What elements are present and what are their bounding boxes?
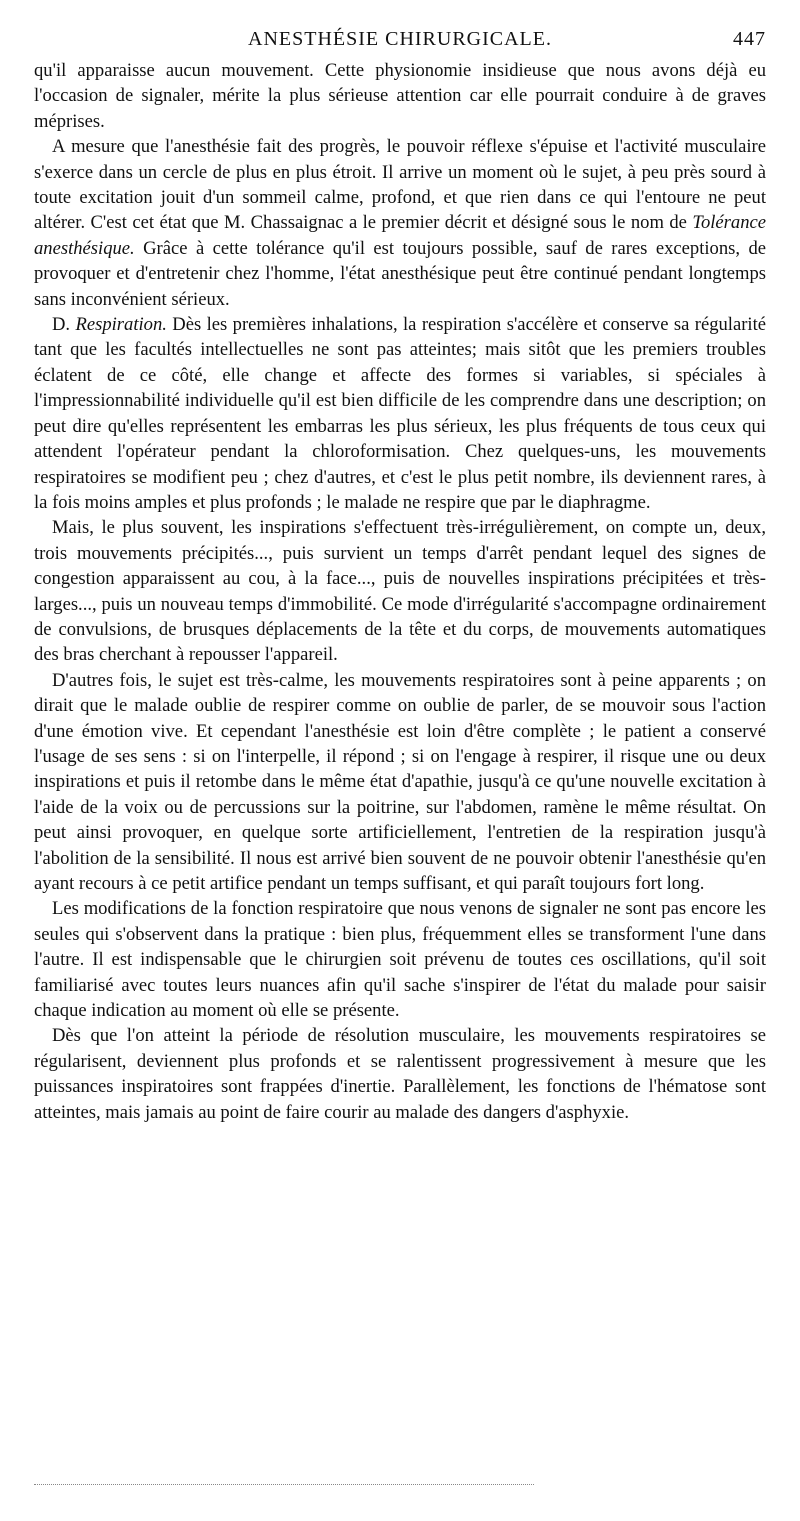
paragraph-3 bbox=[34, 312, 766, 515]
paragraph-5 bbox=[34, 668, 766, 897]
paragraph-7 bbox=[34, 1023, 766, 1125]
paragraph-2-text-after: Grâce à cette tolérance qu'il est toujours possible, sauf de rares exceptions, de provoquer et d'entretenir chez l'homme, l'état anesthésique peut être continué pendant longtemps sans inconvénient sérieux. bbox=[34, 237, 766, 310]
page-header bbox=[34, 28, 766, 58]
footer-rule bbox=[34, 1484, 534, 1485]
paragraph-2-emphasis: Tolérance anesthésique. bbox=[34, 212, 766, 259]
paragraph-4 bbox=[34, 515, 766, 667]
page-number: 447 bbox=[733, 28, 766, 50]
paragraph-1 bbox=[34, 58, 766, 134]
paragraph-5-text: D'autres fois, le sujet est très-calme, les mouvements respiratoires sont à peine apparents ; on dirait que le malade oublie de respirer comme on oublie de parler, de se mouvoir sous l'action d'une émotion vive. Et cependant l'anesthésie est loin d'être complète ; le patient a conservé l'usage de ses sens : si on l'interpelle, il répond ; si on l'engage à respirer, il risque une ou deux inspirations et puis il retombe dans le même état d'apathie, jusqu'à ce qu'une nouvelle excitation à l'aide de la voix ou de percussions sur la poitrine, sur l'abdomen, ramène le même résultat. On peut ainsi provoquer, en quelque sorte artificiellement, l'entretien de la respiration jusqu'à l'abolition de la sensibilité. Il nous est arrivé bien souvent de ne pouvoir obtenir l'anesthésie qu'en ayant recours à ce petit artifice pendant un temps suffisant, et qui paraît toujours fort long. bbox=[34, 669, 766, 894]
paragraph-3-lead: D. bbox=[52, 314, 76, 336]
paragraph-2-text-before: A mesure que l'anesthésie fait des progrès, le pouvoir réflexe s'épuise et l'activité musculaire s'exerce dans un cercle de plus en plus étroit. Il arrive un moment où le sujet, à peu près sourd à toute excitation jouit d'un sommeil calme, profond, et que rien dans ce qui l'entoure ne peut altérer. C'est cet état que M. Chassaignac a le premier décrit et désigné sous le nom de bbox=[34, 136, 766, 234]
paragraph-6 bbox=[34, 896, 766, 1023]
paragraph-7-text: Dès que l'on atteint la période de résolution musculaire, les mouvements respiratoires se régularisent, deviennent plus profonds et se ralentissent progressivement à mesure que les puissances inspiratoires sont frappées d'inertie. Parallèlement, les fonctions de l'hématose sont atteintes, mais jamais au point de faire courir au malade des dangers d'asphyxie. bbox=[34, 1025, 766, 1123]
paragraph-3-text-after: Dès les premières inhalations, la respiration s'accélère et conserve sa régularité tant que les facultés intellectuelles ne sont pas atteintes; mais sitôt que les premiers troubles éclatent de ce côté, elle change et affecte des formes si variables, si spéciales à l'impressionnabilité individuelle qu'il est bien difficile de les comprendre dans une description; on peut dire qu'elles représentent les embarras les plus sérieux, les plus fréquents de tous ceux qui attendent l'opérateur pendant la chloroformisation. Chez quelques-uns, les mouvements respiratoires se modifient peu ; chez d'autres, et c'est le plus petit nombre, ils deviennent rares, à la fois moins amples et plus profonds ; le malade ne respire que par le diaphragme. bbox=[34, 314, 766, 513]
paragraph-2 bbox=[34, 134, 766, 312]
book-page bbox=[34, 28, 766, 1125]
paragraph-6-text: Les modifications de la fonction respiratoire que nous venons de signaler ne sont pas encore les seules qui s'observent dans la pratique : bien plus, fréquemment elles se transforment l'une dans l'autre. Il est indispensable que le chirurgien soit prévenu de toutes ces oscillations, qu'il soit familiarisé avec toutes leurs nuances afin qu'il sache s'inspirer de l'état du malade pour saisir chaque indication au moment où elle se présente. bbox=[34, 898, 766, 1022]
paragraph-3-emphasis: Respiration. bbox=[75, 314, 167, 336]
paragraph-1-text: qu'il apparaisse aucun mouvement. Cette physionomie insidieuse que nous avons déjà eu l'occasion de signaler, mérite la plus sérieuse attention car elle pourrait conduire à de graves méprises. bbox=[34, 60, 766, 132]
running-title: ANESTHÉSIE CHIRURGICALE. bbox=[248, 28, 552, 50]
paragraph-4-text: Mais, le plus souvent, les inspirations s'effectuent très-irrégulièrement, on compte un, deux, trois mouvements précipités..., puis survient un temps d'arrêt pendant lequel des signes de congestion apparaissent au cou, à la face..., puis de nouvelles inspirations précipitées et très-larges..., puis un nouveau temps d'immobilité. Ce mode d'irrégularité s'accompagne ordinairement de convulsions, de brusques déplacements de la tête et du corps, de mouvements automatiques des bras cherchant à repousser l'appareil. bbox=[34, 517, 766, 666]
body-text bbox=[34, 58, 766, 1125]
